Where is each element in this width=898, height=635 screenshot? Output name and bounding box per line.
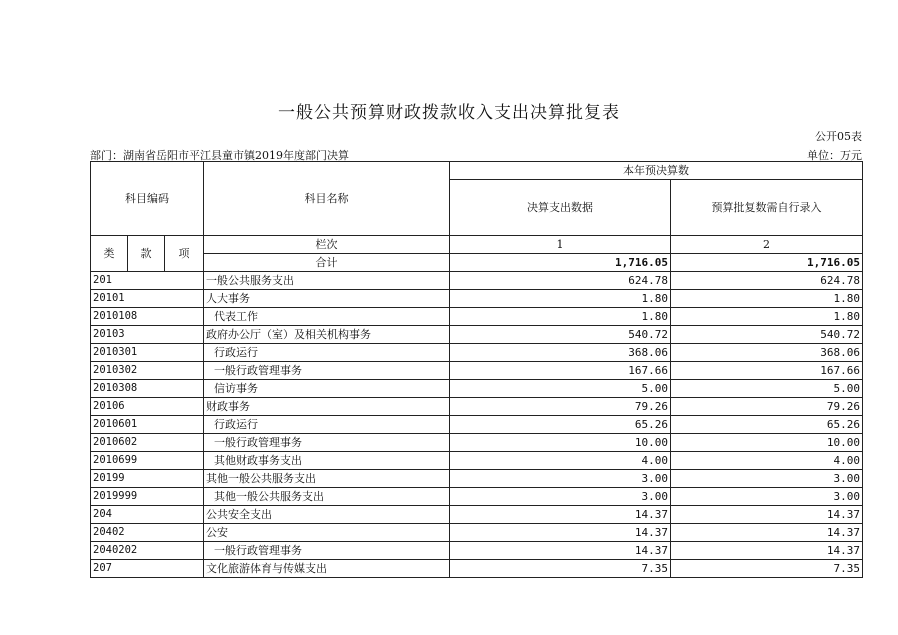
row-v2: 65.26	[671, 416, 863, 434]
row-v1: 7.35	[450, 560, 671, 578]
header-n2: 2	[671, 236, 863, 254]
row-code: 201	[91, 272, 204, 290]
row-name: 行政运行	[204, 344, 450, 362]
table-row	[91, 452, 863, 470]
table-row	[91, 308, 863, 326]
row-v2: 5.00	[671, 380, 863, 398]
header-xiang: 项	[165, 236, 204, 272]
table-row	[91, 470, 863, 488]
row-name: 政府办公厅（室）及相关机构事务	[204, 326, 450, 344]
row-v1: 624.78	[450, 272, 671, 290]
row-code: 2010108	[91, 308, 204, 326]
row-v2: 167.66	[671, 362, 863, 380]
row-name: 公安	[204, 524, 450, 542]
row-name: 公共安全支出	[204, 506, 450, 524]
row-v1: 4.00	[450, 452, 671, 470]
row-name: 一般行政管理事务	[204, 542, 450, 560]
table-tag: 公开05表	[815, 130, 862, 143]
row-name: 一般公共服务支出	[204, 272, 450, 290]
row-v1: 167.66	[450, 362, 671, 380]
row-name: 一般行政管理事务	[204, 362, 450, 380]
header-n1: 1	[450, 236, 671, 254]
row-name: 一般行政管理事务	[204, 434, 450, 452]
row-name: 财政事务	[204, 398, 450, 416]
row-name: 其他一般公共服务支出	[204, 470, 450, 488]
row-name: 信访事务	[204, 380, 450, 398]
row-v1: 14.37	[450, 542, 671, 560]
header-code: 科目编码	[91, 162, 204, 236]
row-code: 204	[91, 506, 204, 524]
row-code: 2010301	[91, 344, 204, 362]
row-v1: 1.80	[450, 308, 671, 326]
row-v1: 10.00	[450, 434, 671, 452]
row-name: 行政运行	[204, 416, 450, 434]
row-code: 20402	[91, 524, 204, 542]
table-row	[91, 398, 863, 416]
table-row	[91, 290, 863, 308]
department-label: 部门：湖南省岳阳市平江县童市镇2019年度部门决算	[90, 149, 349, 162]
row-v1: 3.00	[450, 488, 671, 506]
row-v2: 14.37	[671, 506, 863, 524]
row-code: 2010602	[91, 434, 204, 452]
row-code: 2010699	[91, 452, 204, 470]
row-v1: 65.26	[450, 416, 671, 434]
row-v1: 14.37	[450, 524, 671, 542]
header-lei: 类	[91, 236, 128, 272]
row-v2: 7.35	[671, 560, 863, 578]
table-row	[91, 362, 863, 380]
row-v1: 540.72	[450, 326, 671, 344]
row-v1: 368.06	[450, 344, 671, 362]
row-v2: 3.00	[671, 470, 863, 488]
row-code: 20101	[91, 290, 204, 308]
table-row	[91, 524, 863, 542]
row-code: 2019999	[91, 488, 204, 506]
row-name: 人大事务	[204, 290, 450, 308]
row-code: 2010601	[91, 416, 204, 434]
table-row	[91, 326, 863, 344]
table-row	[91, 416, 863, 434]
unit-label: 单位：万元	[807, 149, 862, 162]
table-row	[91, 272, 863, 290]
total-v1: 1,716.05	[450, 254, 671, 272]
row-v2: 79.26	[671, 398, 863, 416]
table-row	[91, 344, 863, 362]
header-name: 科目名称	[204, 162, 450, 236]
header-col1: 决算支出数据	[450, 180, 671, 236]
total-label: 合计	[204, 254, 450, 272]
row-code: 20103	[91, 326, 204, 344]
row-code: 2040202	[91, 542, 204, 560]
row-v1: 79.26	[450, 398, 671, 416]
table-row	[91, 542, 863, 560]
table-row	[91, 434, 863, 452]
row-name: 代表工作	[204, 308, 450, 326]
row-v2: 1.80	[671, 308, 863, 326]
row-code: 2010308	[91, 380, 204, 398]
row-code: 20199	[91, 470, 204, 488]
row-v2: 540.72	[671, 326, 863, 344]
row-code: 207	[91, 560, 204, 578]
header-lanci: 栏次	[204, 236, 450, 254]
table-row	[91, 560, 863, 578]
budget-table	[90, 161, 863, 578]
total-v2: 1,716.05	[671, 254, 863, 272]
table-row	[91, 506, 863, 524]
row-v1: 14.37	[450, 506, 671, 524]
row-v2: 4.00	[671, 452, 863, 470]
header-col2: 预算批复数需自行录入	[671, 180, 863, 236]
row-name: 其他一般公共服务支出	[204, 488, 450, 506]
header-kuan: 款	[128, 236, 165, 272]
row-v1: 3.00	[450, 470, 671, 488]
row-name: 其他财政事务支出	[204, 452, 450, 470]
row-code: 20106	[91, 398, 204, 416]
row-v2: 368.06	[671, 344, 863, 362]
row-v1: 1.80	[450, 290, 671, 308]
table-row	[91, 380, 863, 398]
row-name: 文化旅游体育与传媒支出	[204, 560, 450, 578]
row-v2: 14.37	[671, 524, 863, 542]
report-title: 一般公共预算财政拨款收入支出决算批复表	[278, 103, 620, 123]
row-code: 2010302	[91, 362, 204, 380]
table-row	[91, 488, 863, 506]
row-v2: 10.00	[671, 434, 863, 452]
row-v2: 3.00	[671, 488, 863, 506]
row-v2: 624.78	[671, 272, 863, 290]
header-group: 本年预决算数	[450, 162, 863, 180]
row-v1: 5.00	[450, 380, 671, 398]
row-v2: 14.37	[671, 542, 863, 560]
row-v2: 1.80	[671, 290, 863, 308]
